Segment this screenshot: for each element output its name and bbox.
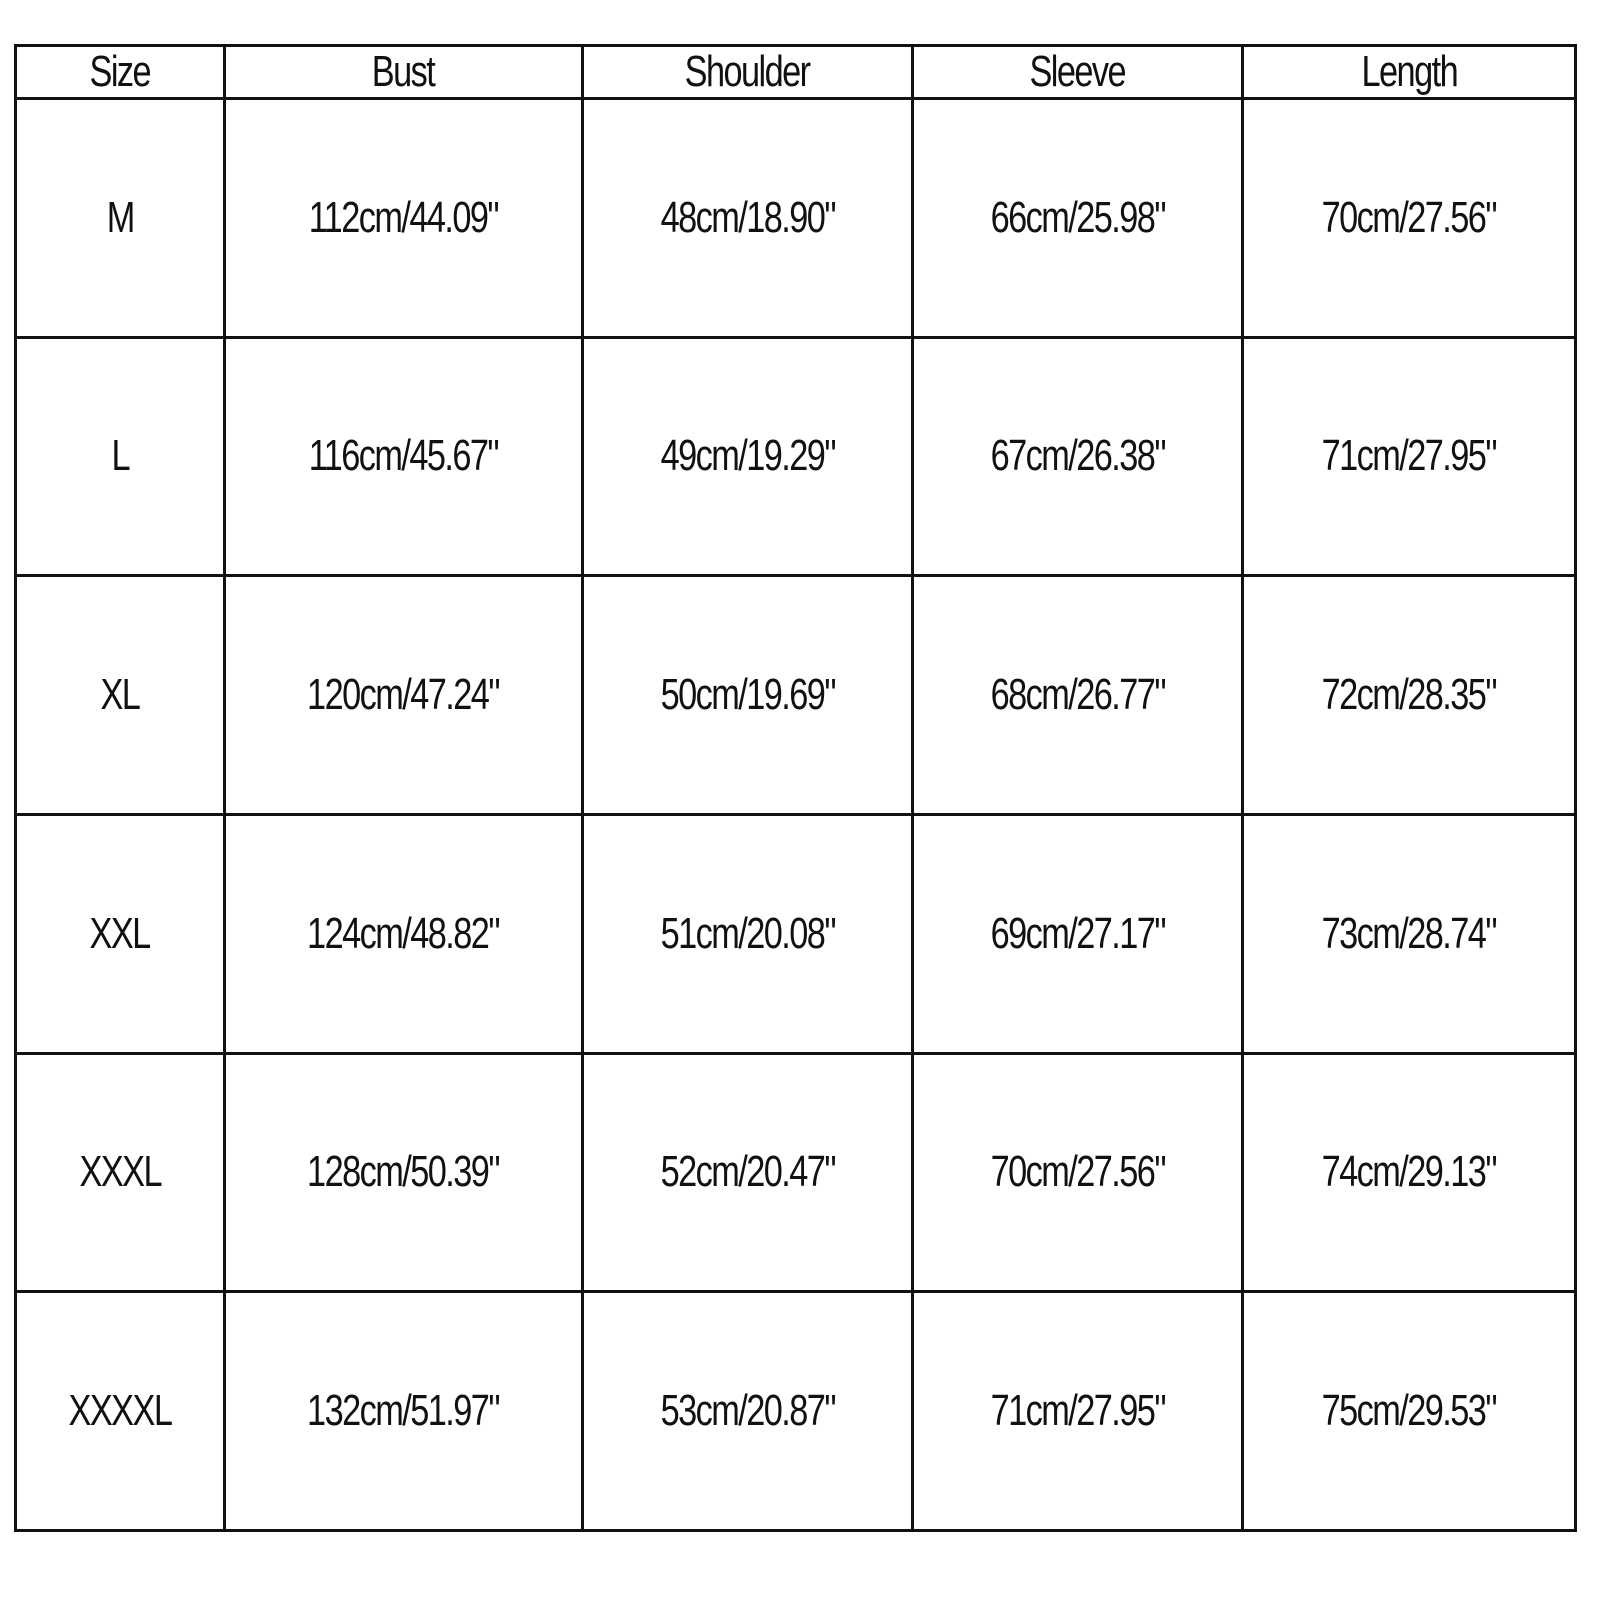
- bust-cell: [225, 1292, 583, 1531]
- header-row: [16, 46, 1576, 99]
- length-cell: [1243, 1053, 1576, 1292]
- sleeve-cell: [913, 814, 1243, 1053]
- size-cell: [16, 1292, 225, 1531]
- shoulder-cell: [583, 1053, 913, 1292]
- cell-value: L: [111, 431, 129, 481]
- cell-value: 71cm/27.95": [1321, 431, 1497, 481]
- shoulder-cell: [583, 814, 913, 1053]
- cell-value: 120cm/47.24": [307, 670, 500, 720]
- cell-value: 116cm/45.67": [308, 431, 499, 481]
- header-label: Sleeve: [1029, 47, 1126, 96]
- table-row: [16, 1292, 1576, 1531]
- header-size: [16, 46, 225, 99]
- cell-value: 68cm/26.77": [990, 670, 1165, 720]
- cell-value: 71cm/27.95": [990, 1386, 1165, 1436]
- header-label: Bust: [372, 47, 435, 96]
- sleeve-cell: [913, 337, 1243, 576]
- cell-value: 50cm/19.69": [660, 670, 835, 720]
- cell-value: 74cm/29.13": [1321, 1147, 1497, 1197]
- cell-value: 73cm/28.74": [1321, 908, 1497, 958]
- bust-cell: [225, 1053, 583, 1292]
- cell-value: XXXL: [79, 1147, 161, 1197]
- bust-cell: [225, 99, 583, 338]
- sleeve-cell: [913, 576, 1243, 815]
- size-cell: [16, 814, 225, 1053]
- header-length: [1243, 46, 1576, 99]
- cell-value: XXL: [89, 908, 151, 958]
- length-cell: [1243, 99, 1576, 338]
- length-cell: [1243, 576, 1576, 815]
- cell-value: 112cm/44.09": [308, 192, 499, 242]
- table-row: [16, 576, 1576, 815]
- cell-value: 69cm/27.17": [990, 908, 1165, 958]
- header-label: Length: [1361, 47, 1457, 96]
- header-label: Shoulder: [685, 47, 810, 96]
- cell-value: 128cm/50.39": [307, 1147, 500, 1197]
- cell-value: 124cm/48.82": [307, 908, 500, 958]
- cell-value: 48cm/18.90": [660, 192, 835, 242]
- cell-value: M: [106, 192, 134, 242]
- cell-value: 132cm/51.97": [307, 1386, 500, 1436]
- sleeve-cell: [913, 99, 1243, 338]
- cell-value: 70cm/27.56": [1321, 192, 1497, 242]
- size-chart-table: [14, 44, 1577, 1532]
- bust-cell: [225, 576, 583, 815]
- cell-value: 67cm/26.38": [990, 431, 1165, 481]
- cell-value: XXXXL: [68, 1386, 172, 1436]
- cell-value: 75cm/29.53": [1321, 1386, 1497, 1436]
- table-row: [16, 337, 1576, 576]
- cell-value: 72cm/28.35": [1321, 670, 1497, 720]
- cell-value: XL: [100, 670, 140, 720]
- cell-value: 51cm/20.08": [660, 908, 835, 958]
- length-cell: [1243, 814, 1576, 1053]
- size-cell: [16, 337, 225, 576]
- size-cell: [16, 576, 225, 815]
- length-cell: [1243, 337, 1576, 576]
- table-row: [16, 1053, 1576, 1292]
- size-cell: [16, 99, 225, 338]
- shoulder-cell: [583, 99, 913, 338]
- bust-cell: [225, 814, 583, 1053]
- cell-value: 53cm/20.87": [660, 1386, 835, 1436]
- header-sleeve: [913, 46, 1243, 99]
- sleeve-cell: [913, 1292, 1243, 1531]
- cell-value: 66cm/25.98": [990, 192, 1165, 242]
- header-shoulder: [583, 46, 913, 99]
- table-row: [16, 99, 1576, 338]
- sleeve-cell: [913, 1053, 1243, 1292]
- header-bust: [225, 46, 583, 99]
- header-label: Size: [89, 47, 151, 96]
- shoulder-cell: [583, 337, 913, 576]
- bust-cell: [225, 337, 583, 576]
- shoulder-cell: [583, 1292, 913, 1531]
- table-row: [16, 814, 1576, 1053]
- cell-value: 70cm/27.56": [990, 1147, 1165, 1197]
- size-cell: [16, 1053, 225, 1292]
- cell-value: 49cm/19.29": [660, 431, 835, 481]
- shoulder-cell: [583, 576, 913, 815]
- cell-value: 52cm/20.47": [660, 1147, 835, 1197]
- length-cell: [1243, 1292, 1576, 1531]
